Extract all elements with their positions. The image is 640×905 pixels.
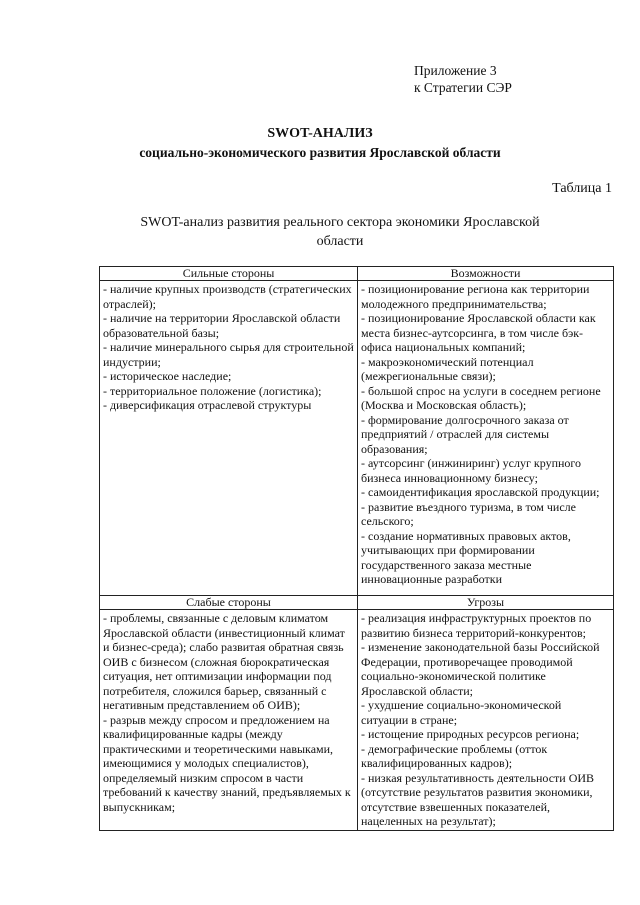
header-threats: Угрозы <box>358 596 614 610</box>
list-item: - наличие крупных производств (стратегических отраслей); <box>103 282 352 311</box>
list-item: - диверсификация отраслевой структуры <box>103 398 312 412</box>
threats-cell <box>358 610 614 831</box>
list-item: - низкая результативность деятельности ОИВ (отсутствие результатов развития экономики, отсутствие взвешенных показателей, нацеленных на результат); <box>361 770 595 828</box>
list-item: - историческое наследие; <box>103 369 232 383</box>
document-title: SWOT-АНАЛИЗ <box>267 126 373 141</box>
annex-reference <box>414 62 512 96</box>
document-subtitle: социально-экономического развития Ярославской области <box>139 145 501 160</box>
list-item: - разрыв между спросом и предложением на квалифицированные кадры (между практическими и теоретическими навыками, имеющимися у молодых специалистов), определяемый низким спросом в части требований к качеству знаний, предъявляемых к выпускникам; <box>103 712 351 814</box>
content-row-bottom <box>100 610 614 831</box>
list-item: - проблемы, связанные с деловым климатом Ярославской области (инвестиционный климат и бизнес-среда); слабо развитая обратная связь ОИВ с бизнесом (сложная бюрократическая ситуация, нет оптимизации информации под потребителя, сложился барьер, связанный с негативным представлением об ОИВ); <box>103 611 345 712</box>
header-strengths: Сильные стороны <box>100 267 358 281</box>
list-item: - территориальное положение (логистика); <box>103 383 322 398</box>
list-item: - позиционирование Ярославской области как места бизнес-аутсорсинга, в том числе бэк-офиса национальных компаний; <box>361 311 596 354</box>
list-item: - истощение природных ресурсов региона; <box>361 727 580 741</box>
list-item: - большой спрос на услуги в соседнем регионе (Москва и Московская область); <box>361 383 601 412</box>
list-item: - ухудшение социально-экономической ситуации в стране; <box>361 698 562 727</box>
header-row-bottom <box>100 596 614 610</box>
list-item: - макроэкономический потенциал (межрегиональные связи); <box>361 354 534 383</box>
list-item: - демографические проблемы (отток квалифицированных кадров); <box>361 741 548 770</box>
header-opportunities: Возможности <box>358 267 614 281</box>
table-number: Таблица 1 <box>552 181 612 196</box>
weaknesses-cell <box>100 610 358 831</box>
table-caption: SWOT-анализ развития реального сектора экономики Ярославской области <box>140 215 540 249</box>
list-item: - наличие на территории Ярославской области образовательной базы; <box>103 311 341 340</box>
swot-table <box>99 266 614 831</box>
header-row-top <box>100 267 614 281</box>
list-item: - позиционирование региона как территории молодежного предпринимательства; <box>361 282 590 311</box>
list-item: - развитие въездного туризма, в том числе сельского; <box>361 499 576 528</box>
list-item: - наличие минерального сырья для строительной индустрии; <box>103 340 354 369</box>
list-item: - аутсорсинг (инжиниринг) услуг крупного бизнеса инновационному бизнесу; <box>361 456 582 485</box>
strengths-cell <box>100 281 358 596</box>
list-item: - формирование долгосрочного заказа от предприятий / отраслей для системы образования; <box>361 412 569 456</box>
annex-line-2: к Стратегии СЭР <box>414 80 512 95</box>
annex-line-1: Приложение 3 <box>414 63 497 78</box>
opportunities-cell <box>358 281 614 596</box>
list-item: - реализация инфраструктурных проектов по развитию бизнеса территорий-конкурентов; <box>361 611 592 640</box>
list-item: - изменение законодательной базы Российской Федерации, противоречащее проводимой социально-экономической политике Ярославской области; <box>361 640 600 698</box>
header-weaknesses: Слабые стороны <box>100 596 358 610</box>
list-item: - создание нормативных правовых актов, учитывающих при формировании государственного заказа местные инновационные разработки <box>361 528 571 586</box>
content-row-top <box>100 281 614 596</box>
list-item: - самоидентификация ярославской продукции; <box>361 485 600 499</box>
